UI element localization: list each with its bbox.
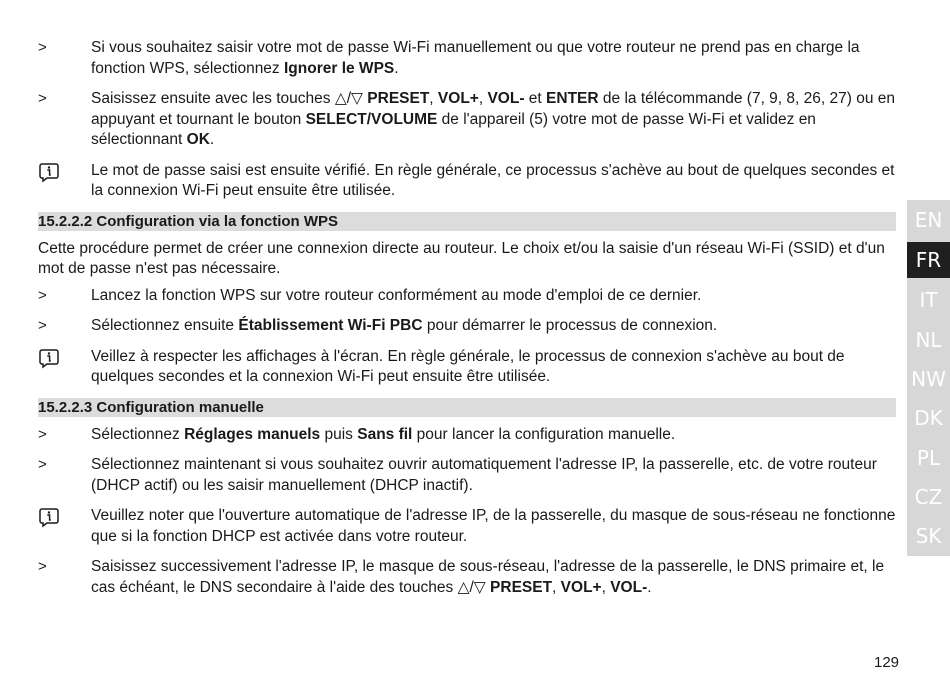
bold-term: SELECT/VOLUME [305, 110, 438, 128]
note-item [38, 347, 896, 388]
arrow-bullet-icon [38, 425, 68, 445]
bullet-text: de l'appareil (5) votre mot de passe Wi-Fi et validez en sélectionnant [91, 110, 816, 148]
bullet-text: Sélectionnez ensuite [91, 317, 239, 334]
bold-term: PRESET [367, 90, 430, 107]
bullet-text: Lancez la fonction WPS sur votre routeur conformément au mode d'emploi de ce dernier. [91, 286, 702, 304]
bold-term: PRESET [490, 578, 553, 596]
bold-term: Ignorer le WPS [284, 59, 395, 77]
bullet-item [38, 286, 896, 307]
arrow-bullet-icon [38, 38, 68, 58]
language-tab-nl[interactable]: NL [915, 328, 942, 352]
bullet-item [38, 38, 896, 79]
bullet-text: . [647, 578, 652, 596]
section-heading-manual: 15.2.2.3 Configuration manuelle [38, 398, 896, 417]
bullet-item [38, 425, 896, 446]
bold-term: Sans fil [357, 425, 413, 443]
bullet-text: Si vous souhaitez saisir votre mot de passe Wi-Fi manuellement ou que votre routeur ne prend pas en charge la fonction WPS, sélectionnez [91, 39, 860, 77]
info-note-icon [38, 506, 68, 526]
bullet-text: , [601, 578, 611, 596]
language-tab-dk[interactable]: DK [914, 406, 943, 430]
bullet-text: puis [320, 425, 358, 443]
bold-term: OK [186, 131, 210, 148]
page-number: 129 [874, 654, 900, 671]
note-item [38, 161, 896, 202]
bullet-item [38, 455, 896, 496]
bold-term: VOL+ [437, 90, 479, 107]
note-text: Le mot de passe saisi est ensuite vérifié. En règle générale, ce processus s'achève au bout de quelques secondes et la connexion Wi-Fi peut ensuite être utilisée. [91, 161, 895, 199]
bullet-item [38, 316, 896, 337]
arrow-bullet-icon [38, 557, 68, 577]
bold-term: VOL+ [560, 578, 602, 596]
bullet-text: . [209, 131, 215, 148]
intro-paragraph: Cette procédure permet de créer une connexion directe au routeur. Le choix et/ou la saisie d'un réseau Wi-Fi (SSID) et d'un mot de passe n'est pas nécessaire. [38, 239, 885, 277]
language-tab-pl[interactable]: PL [916, 446, 941, 470]
bold-term: Réglages manuels [184, 425, 321, 443]
arrow-bullet-icon [38, 89, 68, 109]
bold-term: VOL- [610, 578, 648, 596]
bold-term: ENTER [546, 90, 599, 107]
info-note-icon [38, 347, 68, 367]
bullet-text: de la télécommande (7, 9, 8, 26, 27) ou en appuyant et tournant le bouton [91, 90, 896, 128]
bullet-text: , [478, 90, 488, 107]
bullet-text: Saisissez successivement l'adresse IP, le masque de sous-réseau, l'adresse de la passerelle, le DNS primaire et, le cas échéant, le DNS secondaire à l'aide des touches △/▽ [91, 558, 885, 596]
language-tab-it[interactable]: IT [919, 288, 938, 312]
bullet-text: Saisissez ensuite avec les touches △/▽ [91, 90, 368, 107]
bullet-text: pour lancer la configuration manuelle. [412, 425, 676, 443]
bullet-text: pour démarrer le processus de connexion. [422, 317, 718, 334]
language-tab-cz[interactable]: CZ [914, 485, 943, 509]
bullet-text: Sélectionnez maintenant si vous souhaitez ouvrir automatiquement l'adresse IP, la passerelle, etc. de votre routeur (DHCP actif) ou les saisir manuellement (DHCP inactif). [91, 456, 877, 494]
info-note-icon [38, 161, 68, 181]
bullet-text: , [552, 578, 561, 596]
manual-content [38, 38, 896, 608]
note-item [38, 506, 896, 547]
bullet-item [38, 89, 896, 151]
bullet-text: et [524, 90, 547, 107]
language-tab-sk[interactable]: SK [915, 524, 942, 548]
note-text: Veillez à respecter les affichages à l'écran. En règle générale, le processus de connexion s'achève au bout de quelques secondes et la connexion Wi-Fi peut ensuite être utilisée. [91, 347, 845, 385]
language-tab-nw[interactable]: NW [911, 367, 946, 391]
arrow-bullet-icon [38, 455, 68, 475]
bullet-text: . [394, 59, 399, 77]
note-text: Veuillez noter que l'ouverture automatique de l'adresse IP, de la passerelle, du masque de sous-réseau ne fonctionne que si la fonction DHCP est activée dans votre routeur. [91, 507, 896, 545]
arrow-bullet-icon [38, 286, 68, 306]
bold-term: Établissement Wi-Fi PBC [238, 317, 423, 334]
language-tab-fr[interactable]: FR [907, 242, 950, 278]
language-sidebar [907, 200, 950, 556]
language-tab-en[interactable]: EN [914, 208, 943, 232]
bullet-text: , [429, 90, 438, 107]
arrow-bullet-icon [38, 316, 68, 336]
bullet-text: Sélectionnez [91, 425, 185, 443]
section-heading-wps: 15.2.2.2 Configuration via la fonction WPS [38, 212, 896, 231]
bullet-item [38, 557, 896, 598]
bold-term: VOL- [487, 90, 525, 107]
